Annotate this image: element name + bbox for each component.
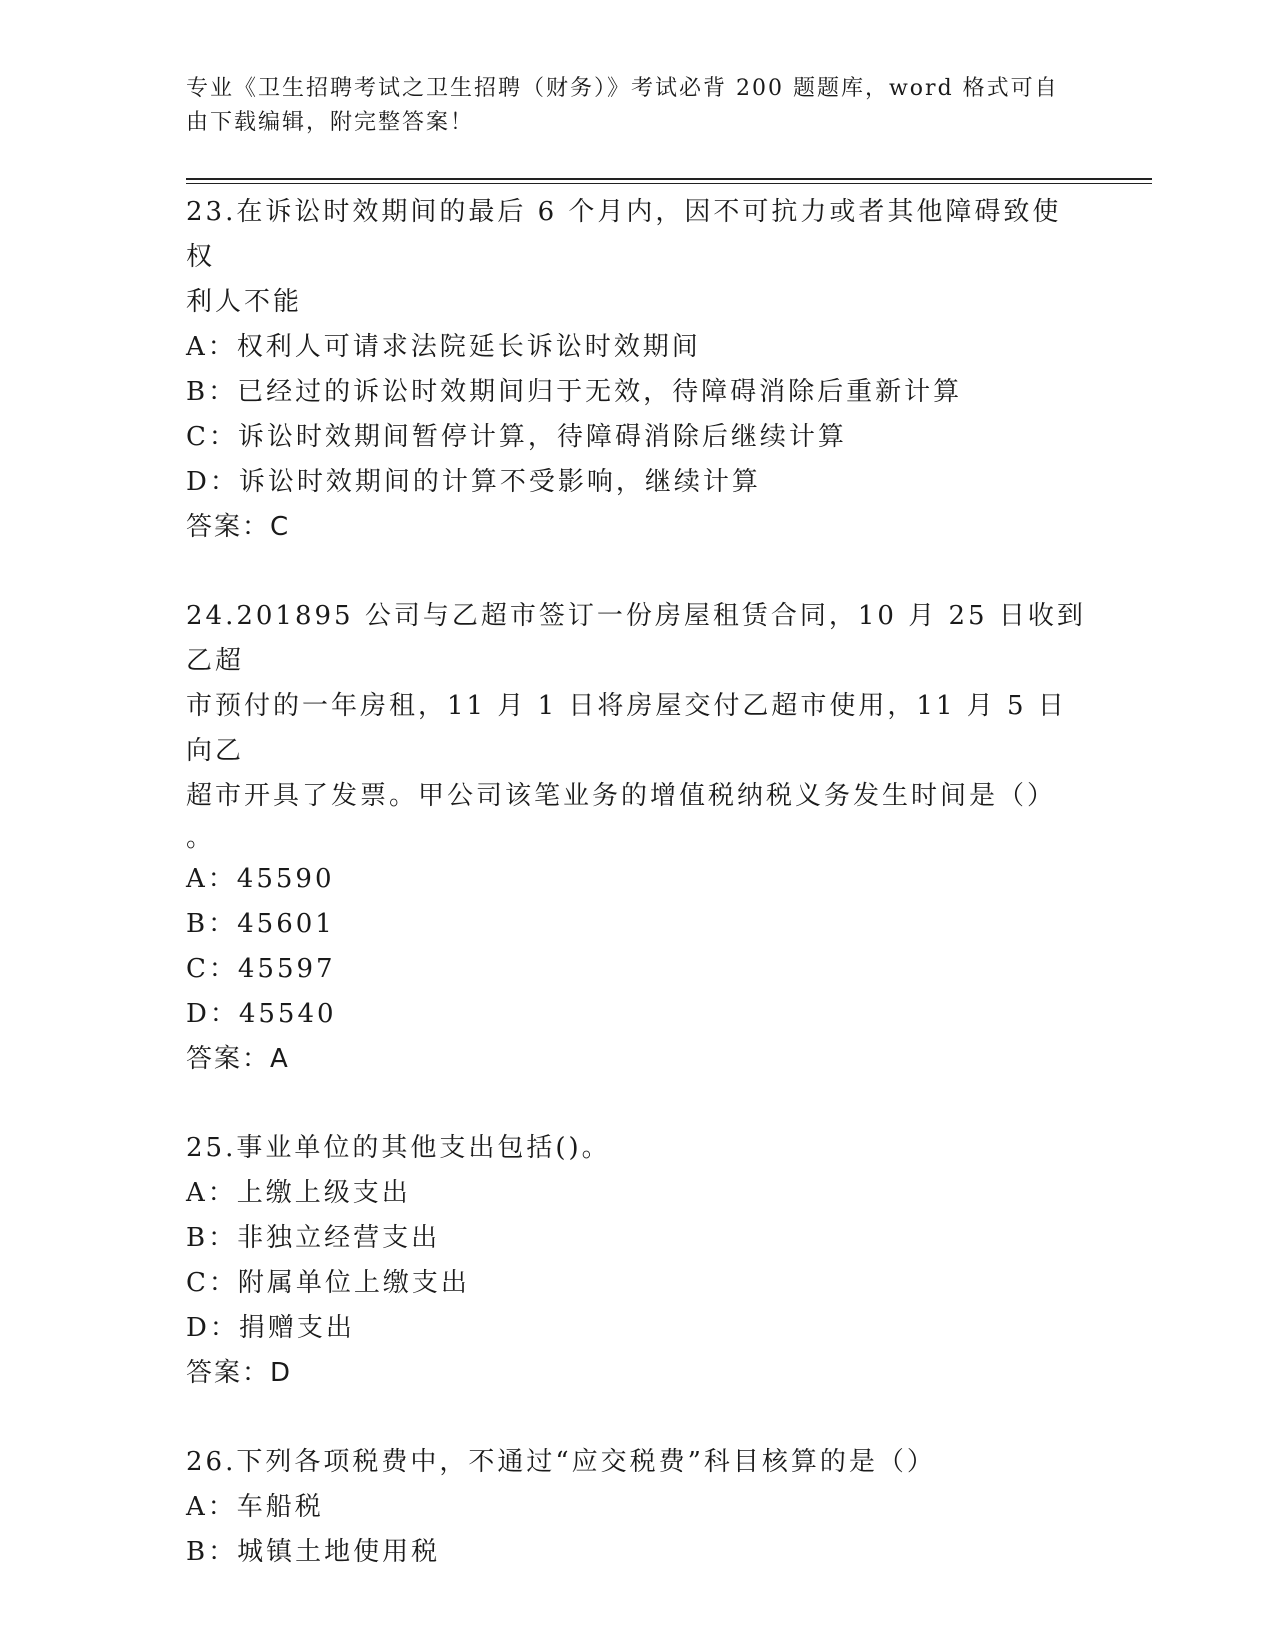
question-23	[186, 190, 1086, 550]
header-line-2: 由下载编辑，附完整答案！	[186, 110, 475, 135]
question-24	[186, 594, 1086, 1082]
answer-text: 答案：A	[186, 1044, 290, 1074]
question-stem-line: 26.下列各项税费中，不通过“应交税费”科目核算的是（）	[186, 1447, 936, 1477]
option-a: A：上缴上级支出	[186, 1178, 411, 1208]
option-a: A：车船税	[186, 1492, 324, 1522]
question-stem-line: 。	[186, 823, 213, 853]
header-divider-thin	[186, 183, 1152, 184]
answer-text: 答案：C	[186, 512, 291, 542]
option-b: B：45601	[186, 909, 335, 939]
option-a: A：45590	[186, 864, 335, 894]
question-stem-line: 超市开具了发票。甲公司该笔业务的增值税纳税义务发生时间是（）	[186, 781, 1057, 811]
option-b: B：已经过的诉讼时效期间归于无效，待障碍消除后重新计算	[186, 377, 963, 407]
option-b: B：非独立经营支出	[186, 1223, 441, 1253]
answer-text: 答案：D	[186, 1358, 293, 1388]
question-stem-line: 24.201895 公司与乙超市签订一份房屋租赁合同，10 月 25 日收到乙超	[186, 601, 1086, 676]
question-stem-line: 市预付的一年房租，11 月 1 日将房屋交付乙超市使用，11 月 5 日向乙	[186, 691, 1067, 766]
option-c: C：45597	[186, 954, 336, 984]
question-stem-line: 利人不能	[186, 287, 303, 317]
question-26	[186, 1440, 1086, 1575]
option-c: C：诉讼时效期间暂停计算，待障碍消除后继续计算	[186, 422, 847, 452]
option-a: A：权利人可请求法院延长诉讼时效期间	[186, 332, 701, 362]
question-stem-line: 25.事业单位的其他支出包括()。	[186, 1133, 611, 1163]
header-line-1: 专业《卫生招聘考试之卫生招聘（财务）》考试必背 200 题题库，word 格式可自	[186, 76, 1059, 101]
option-c: C：附属单位上缴支出	[186, 1268, 470, 1298]
option-d: D：45540	[186, 999, 337, 1029]
option-d: D：诉讼时效期间的计算不受影响，继续计算	[186, 467, 761, 497]
header-divider-thick	[186, 178, 1152, 180]
question-stem-line: 23.在诉讼时效期间的最后 6 个月内，因不可抗力或者其他障碍致使权	[186, 197, 1062, 272]
question-25	[186, 1126, 1086, 1396]
question-list	[186, 190, 1086, 1619]
option-b: B：城镇土地使用税	[186, 1537, 441, 1567]
option-d: D：捐赠支出	[186, 1313, 355, 1343]
document-header	[186, 72, 1066, 140]
